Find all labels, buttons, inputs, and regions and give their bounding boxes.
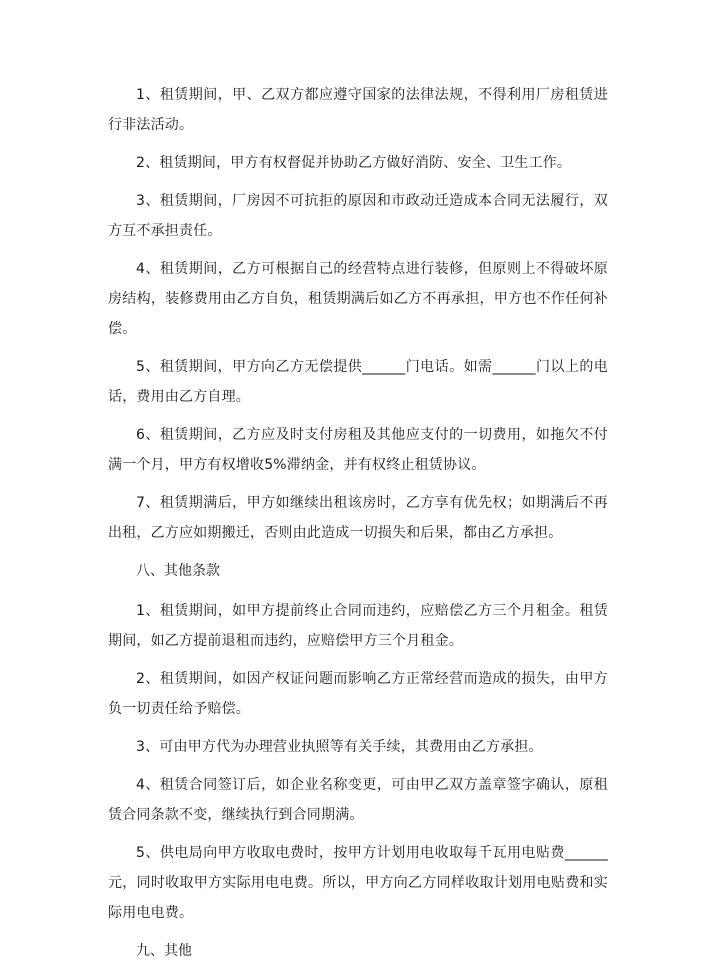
clause-8-5: 5、供电局向甲方收取电费时，按甲方计划用电收取每千瓦用电贴费______元，同时收取甲方实际用电电费。所以，甲方向乙方同样收取计划用电贴费和实际用电电费。 [108,845,608,921]
document-body [108,80,608,976]
clause-7-1: 1、租赁期间，甲、乙双方都应遵守国家的法律法规，不得利用厂房租赁进行非法活动。 [108,87,608,133]
clause-7-6: 6、租赁期间，乙方应及时支付房租及其他应支付的一切费用，如拖欠不付满一个月，甲方有权增收5%滞纳金，并有权终止租赁协议。 [108,427,608,473]
clause-8-2: 2、租赁期间，如因产权证问题而影响乙方正常经营而造成的损失，由甲方负一切责任给予赔偿。 [108,671,608,717]
section-8-heading: 八、其他条款 [136,563,220,579]
clause-7-4: 4、租赁期间，乙方可根据自己的经营特点进行装修，但原则上不得破坏原房结构，装修费用由乙方自负，租赁期满后如乙方不再承担，甲方也不作任何补偿。 [108,261,608,337]
clause-8-3: 3、可由甲方代为办理营业执照等有关手续，其费用由乙方承担。 [136,739,543,755]
clause-8-1: 1、租赁期间，如甲方提前终止合同而违约，应赔偿乙方三个月租金。租赁期间，如乙方提前退租而违约，应赔偿甲方三个月租金。 [108,603,608,649]
clause-7-5: 5、租赁期间，甲方向乙方无偿提供______门电话。如需______门以上的电话，费用由乙方自理。 [108,359,608,405]
section-9-heading: 九、其他 [136,943,192,959]
clause-7-7: 7、租赁期满后，甲方如继续出租该房时，乙方享有优先权；如期满后不再出租，乙方应如期搬迁，否则由此造成一切损失和后果，都由乙方承担。 [108,495,608,541]
clause-7-3: 3、租赁期间，厂房因不可抗拒的原因和市政动迁造成本合同无法履行，双方互不承担责任。 [108,193,608,239]
clause-8-4: 4、租赁合同签订后，如企业名称变更，可由甲乙双方盖章签字确认，原租赁合同条款不变，继续执行到合同期满。 [108,777,608,823]
clause-7-2: 2、租赁期间，甲方有权督促并协助乙方做好消防、安全、卫生工作。 [136,155,572,171]
